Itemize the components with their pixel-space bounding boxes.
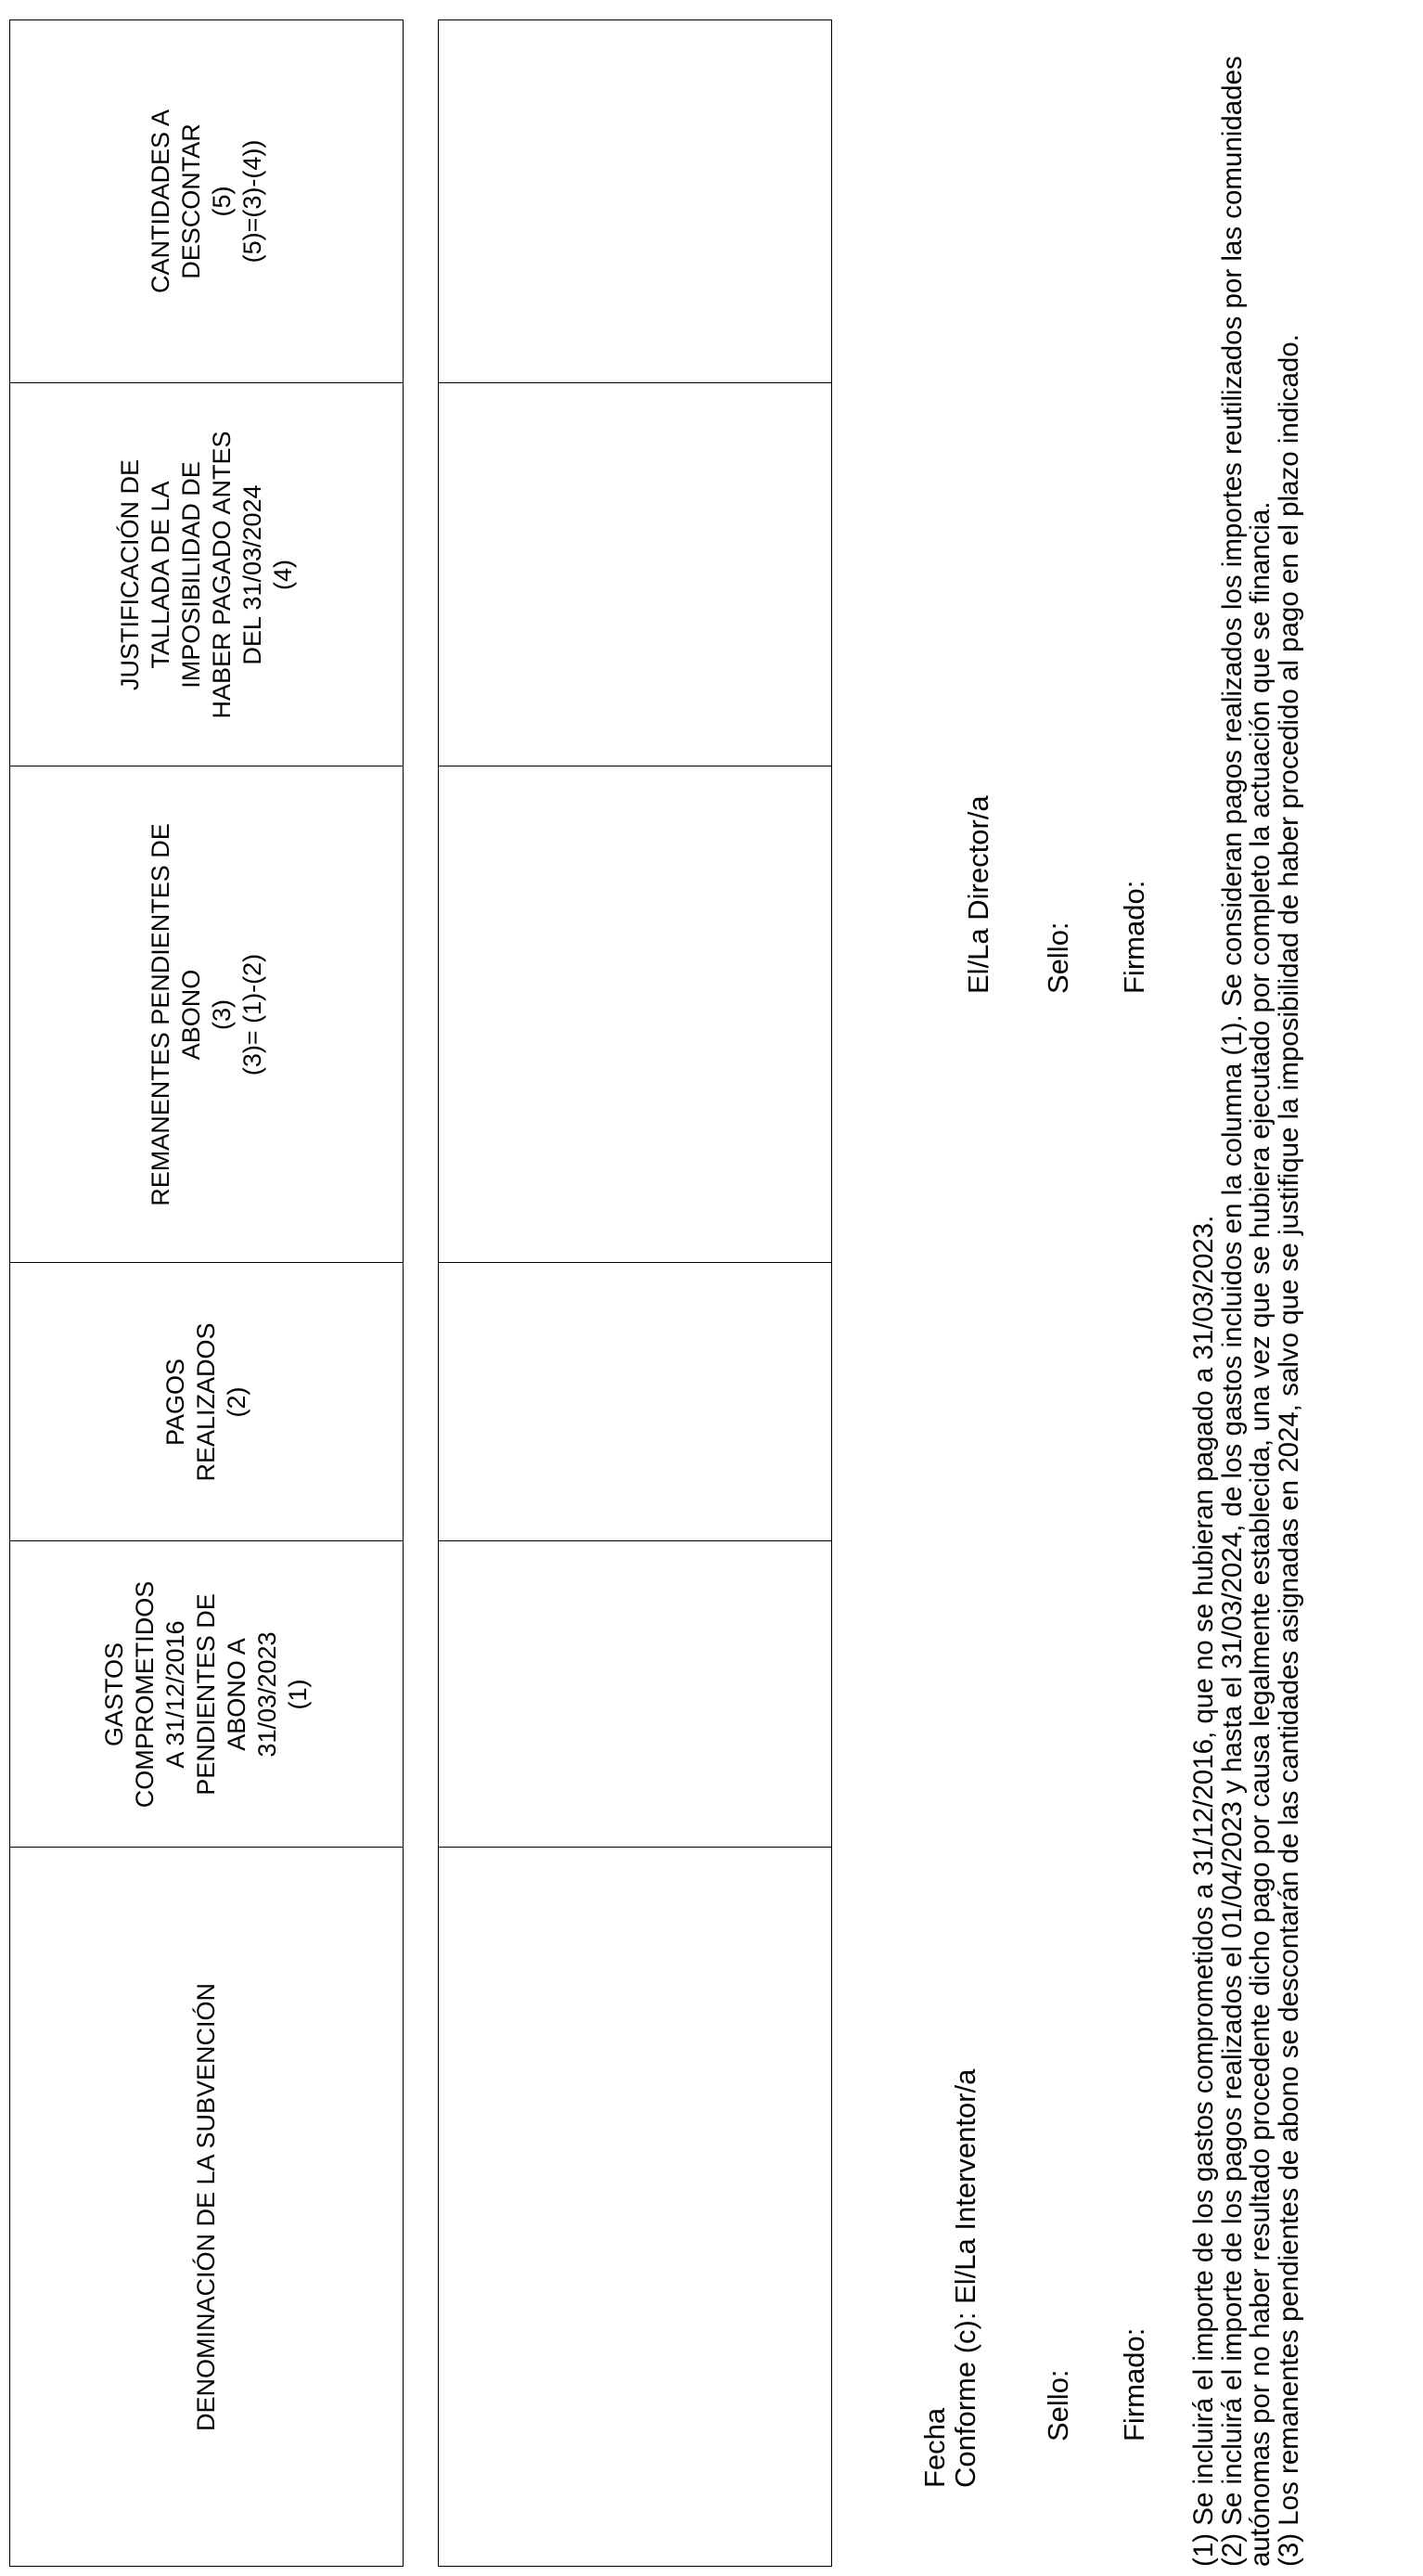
column-header-pagos-realizados: PAGOS REALIZADOS (2) [161,1322,250,1482]
footnote-3: (3) Los remanentes pendientes de abono se descontarán de las cantidades asignadas en 2024, salvo que se justifique la imposibilidad de haber procedido al pago en el plazo indicado. [1273,334,1304,2567]
interventor-label: Conforme (c): El/La Interventor/a [949,2068,981,2488]
footnote-1: (1) Se incluirá el importe de los gastos comprometidos a 31/12/2016, que no se hubieran pagado a 31/03/2023. [1188,1215,1219,2567]
column-header-denominacion: DENOMINACIÓN DE LA SUBVENCIÓN [192,1982,220,2432]
column-header-cantidades-descontar: CANTIDADES A DESCONTAR (5) (5)=(3)-(4)) [146,109,266,294]
firmado-left-label: Firmado: [1118,2327,1150,2441]
footnotes [1190,19,1303,2567]
footnote-2: (2) Se incluirá el importe de los pagos realizados el 01/04/2023 y hasta el 31/03/2024, de los gastos incluidos en la columna (1). Se consideran pagos realizados los importes reutilizados por las comunidades autónomas por no haber resultado procedente dicho pago por causa legalmente establecida, una vez que se hubiera ejecutado por completo la actuación que se financia. [1216,56,1276,2567]
sello-left-label: Sello: [1042,2369,1074,2441]
data-row-table [438,19,832,2567]
column-header-gastos-comprometidos: GASTOS COMPROMETIDOS A 31/12/2016 PENDIENTES DE ABONO A 31/03/2023 (1) [100,1580,312,1809]
column-header-justificacion: JUSTIFICACIÓN DE TALLADA DE LA IMPOSIBILIDAD DE HABER PAGADO ANTES DEL 31/03/2024 (4) [115,431,297,719]
sello-right-label: Sello: [1042,921,1074,994]
fecha-label: Fecha [918,2407,951,2488]
director-label: El/La Director/a [962,795,994,994]
column-header-remanentes: REMANENTES PENDIENTES DE ABONO (3) (3)= (1)-(2) [146,823,266,1206]
firmado-right-label: Firmado: [1118,880,1150,994]
